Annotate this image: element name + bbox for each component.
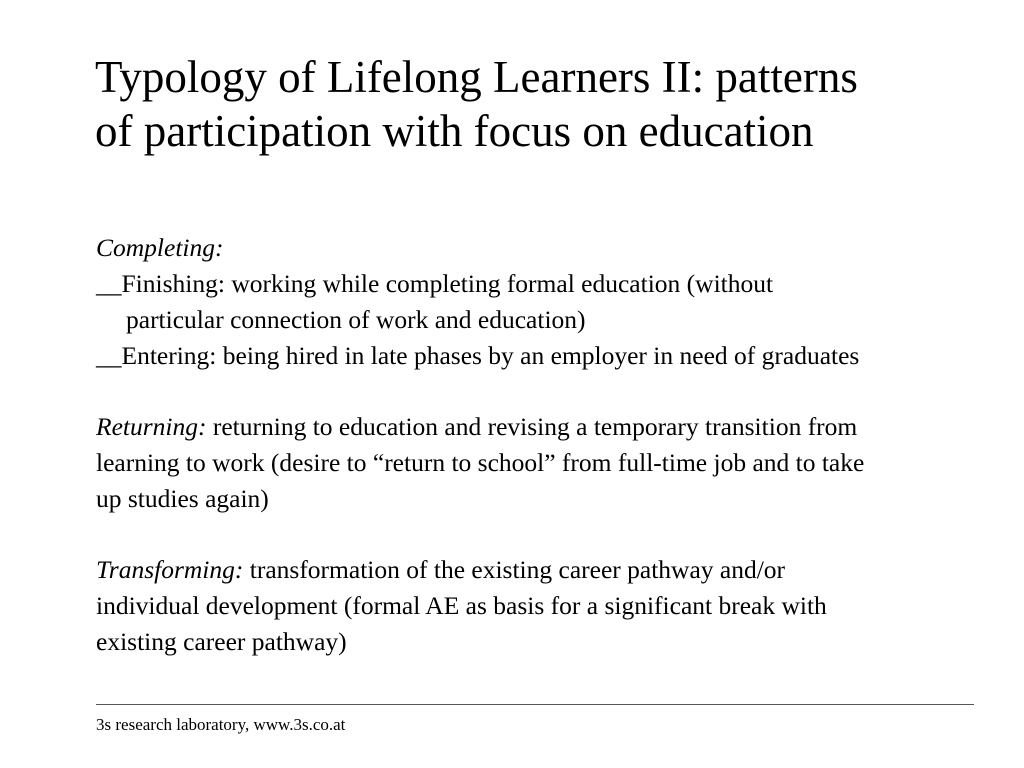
returning-line-1 xyxy=(96,409,1006,445)
transforming-line-1 xyxy=(96,552,1006,588)
completing-section xyxy=(96,230,1006,374)
transforming-line-1-text: transformation of the existing career pathway and/or xyxy=(243,555,786,584)
transforming-section xyxy=(96,552,1006,660)
transforming-line-2: individual development (formal AE as basis for a significant break with xyxy=(96,591,827,620)
returning-section xyxy=(96,409,1006,517)
slide-title xyxy=(95,50,995,158)
footer-text: 3s research laboratory, www.3s.co.at xyxy=(96,715,346,734)
finishing-line-1: __Finishing: working while completing formal education (without xyxy=(96,269,774,298)
returning-term: Returning: xyxy=(96,412,207,441)
entering-line: __Entering: being hired in late phases by an employer in need of graduates xyxy=(96,341,860,370)
title-line-1: Typology of Lifelong Learners II: patterns xyxy=(95,52,858,102)
finishing-line-2: particular connection of work and education) xyxy=(126,305,586,334)
footer-divider xyxy=(96,704,974,705)
returning-line-2: learning to work (desire to “return to school” from full-time job and to take xyxy=(96,448,865,477)
returning-line-3: up studies again) xyxy=(96,484,269,513)
returning-line-1-text: returning to education and revising a temporary transition from xyxy=(206,412,858,441)
completing-heading: Completing: xyxy=(96,233,224,262)
transforming-line-3: existing career pathway) xyxy=(96,627,347,656)
title-line-2: of participation with focus on education xyxy=(95,106,814,156)
transforming-term: Transforming: xyxy=(96,555,244,584)
